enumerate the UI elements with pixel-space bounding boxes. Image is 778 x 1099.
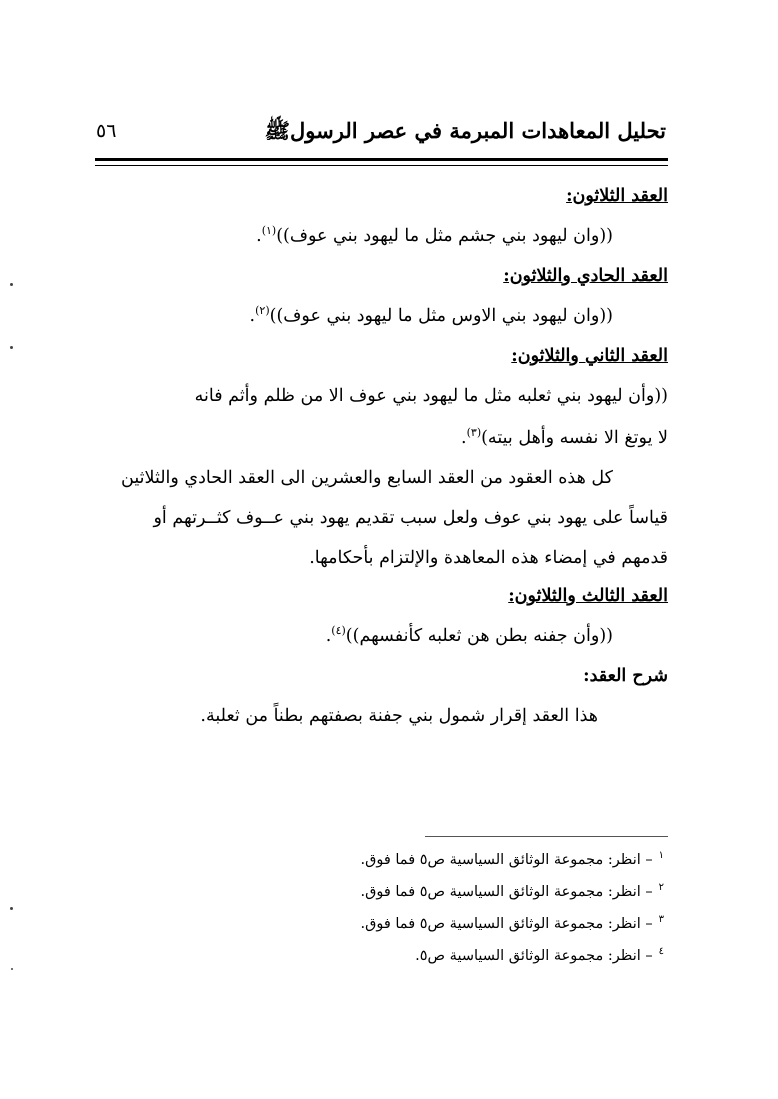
footnote-ref: (٣): [466, 426, 482, 440]
section-heading: العقد الثالث والثلاثون:: [508, 586, 668, 606]
body-paragraph: [95, 458, 668, 578]
footnote-ref: (١): [261, 224, 277, 238]
footnote: [95, 844, 668, 876]
quote-text: ((وأن جفنه بطن هن ثعلبه كأنفسهم)): [345, 626, 613, 646]
page-header-title: تحليل المعاهدات المبرمة في عصر الرسولﷺ: [264, 118, 666, 143]
quote-tail: .: [249, 306, 256, 326]
section-quote: [95, 294, 668, 338]
quote-text: ((وان ليهود بني الاوس مثل ما ليهود بني عوف)): [269, 306, 613, 326]
section-heading: العقد الثاني والثلاثون:: [511, 346, 668, 366]
page-number: ٥٦: [96, 120, 117, 142]
footnote-number: ٣: [658, 914, 664, 926]
footnote-number: ٢: [658, 882, 664, 894]
quote-text: لا يوتغ الا نفسه وأهل بيته): [481, 428, 668, 448]
footnote: [95, 908, 668, 940]
header-rule-thick: [95, 158, 668, 161]
footnotes: [95, 844, 668, 972]
footnote-ref: (٤): [331, 624, 346, 638]
scan-speck: [10, 346, 13, 349]
quote-text: ((وأن ليهود بني ثعلبه مثل ما ليهود بني عوف الا من ظلم وأثم فانه: [194, 386, 668, 406]
section-quote: [95, 614, 668, 658]
section-heading: العقد الثلاثون:: [566, 186, 668, 206]
quote-tail: .: [461, 428, 467, 448]
main-content: [95, 178, 668, 738]
paragraph-line: قياساً على يهود بني عوف ولعل سبب تقديم يهود بني عــوف كثــرتهم أو: [153, 508, 668, 528]
paragraph-line: كل هذه العقود من العقد السابع والعشرين الى العقد الحادي والثلاثين: [121, 468, 613, 488]
footnote-separator: [425, 836, 668, 837]
footnote-number: ٤: [658, 946, 664, 958]
footnote-number: ١: [658, 850, 664, 862]
section-quote: [95, 214, 668, 258]
scan-speck: [10, 283, 13, 286]
header-rule-thin: [95, 165, 668, 166]
quote-tail: .: [325, 626, 332, 646]
section-quote: [95, 374, 668, 418]
footnote: [95, 940, 668, 972]
section-quote-continued: [95, 418, 668, 458]
footnote-text: – انظر: مجموعة الوثائق السياسية ص٥ فما فوق.: [360, 852, 653, 868]
quote-text: ((وان ليهود بني جشم مثل ما ليهود بني عوف)): [276, 226, 613, 246]
scan-speck: [11, 968, 13, 970]
section-heading: العقد الحادي والثلاثون:: [503, 266, 668, 286]
footnote: [95, 876, 668, 908]
footnote-text: – انظر: مجموعة الوثائق السياسية ص٥ فما فوق.: [360, 916, 653, 932]
scan-speck: [10, 907, 13, 910]
paragraph-line: قدمهم في إمضاء هذه المعاهدة والإلتزام بأحكامها.: [309, 548, 668, 568]
explanation-heading: شرح العقد:: [583, 666, 668, 686]
quote-tail: .: [256, 226, 262, 246]
explanation-text: هذا العقد إقرار شمول بني جفنة بصفتهم بطناً من ثعلبة.: [200, 706, 598, 726]
footnote-text: – انظر: مجموعة الوثائق السياسية ص٥ فما فوق.: [360, 884, 653, 900]
footnote-ref: (٢): [255, 304, 270, 318]
footnote-text: – انظر: مجموعة الوثائق السياسية ص٥.: [415, 948, 653, 964]
